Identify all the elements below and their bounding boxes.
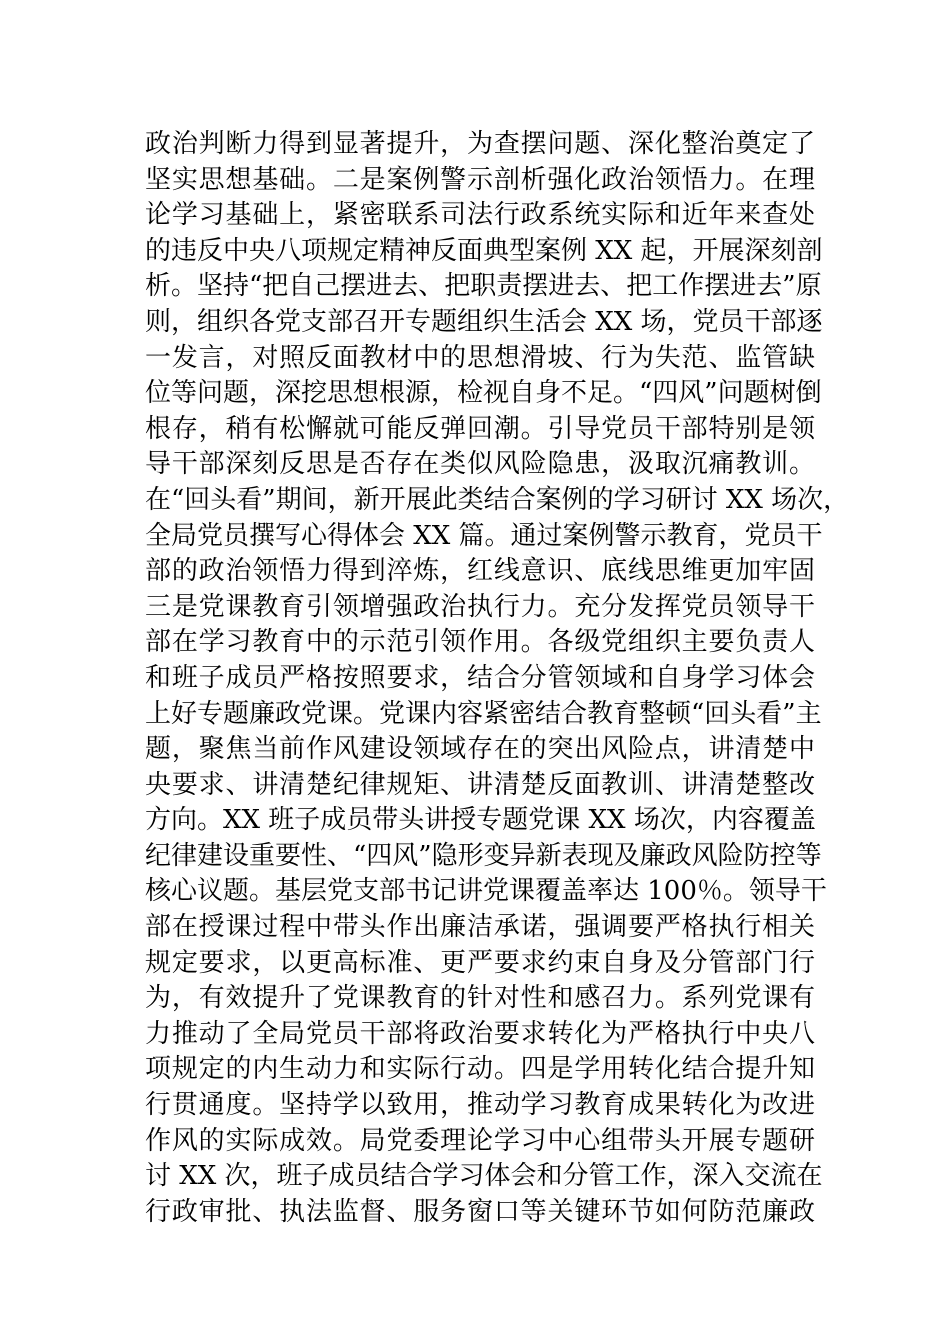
text-line: 方向。XX 班子成员带头讲授专题党课 XX 场次，内容覆盖: [145, 805, 816, 836]
text-line: 纪律建设重要性、“四风”隐形变异新表现及廉政风险防控等: [145, 840, 822, 871]
text-line: 的违反中央八项规定精神反面典型案例 XX 起，开展深刻剖: [145, 235, 823, 266]
text-line: 和班子成员严格按照要求，结合分管领域和自身学习体会: [145, 662, 815, 693]
text-line: 行政审批、执法监督、服务窗口等关键环节如何防范廉政: [145, 1196, 815, 1227]
text-line: 部的政治领悟力得到淬炼，红线意识、底线思维更加牢固: [145, 556, 815, 587]
text-line: 项规定的内生动力和实际行动。四是学用转化结合提升知: [145, 1054, 815, 1085]
text-line: 力推动了全局党员干部将政治要求转化为严格执行中央八: [145, 1018, 815, 1049]
text-line: 为，有效提升了党课教育的针对性和感召力。系列党课有: [145, 983, 815, 1014]
text-line: 位等问题，深挖思想根源，检视自身不足。“四风”问题树倒: [145, 378, 822, 409]
text-line: 作风的实际成效。局党委理论学习中心组带头开展专题研: [145, 1125, 815, 1156]
text-line: 则，组织各党支部召开专题组织生活会 XX 场，党员干部逐: [145, 306, 823, 337]
text-line: 题，聚焦当前作风建设领域存在的突出风险点，讲清楚中: [145, 734, 815, 765]
text-line: 析。坚持“把自己摆进去、把职责摆进去、把工作摆进去”原: [145, 271, 822, 302]
text-line: 部在授课过程中带头作出廉洁承诺，强调要严格执行相关: [145, 912, 815, 943]
text-line: 上好专题廉政党课。党课内容紧密结合教育整顿“回头看”主: [145, 698, 822, 729]
text-line: 政治判断力得到显著提升，为查摆问题、深化整治奠定了: [145, 129, 815, 159]
text-line: 行贯通度。坚持学以致用，推动学习教育成果转化为改进: [145, 1090, 815, 1121]
text-line: 讨 XX 次，班子成员结合学习体会和分管工作，深入交流在: [145, 1161, 823, 1192]
text-line: 根存，稍有松懈就可能反弹回潮。引导党员干部特别是领: [145, 413, 815, 444]
text-line: 规定要求，以更高标准、更严要求约束自身及分管部门行: [145, 947, 815, 978]
body-paragraph: [145, 127, 850, 1230]
text-line: 论学习基础上，紧密联系司法行政系统实际和近年来查处: [145, 200, 815, 231]
text-line: 央要求、讲清楚纪律规矩、讲清楚反面教训、讲清楚整改: [145, 769, 815, 800]
text-line: 坚实思想基础。二是案例警示剖析强化政治领悟力。在理: [145, 164, 815, 195]
text-line: 一发言，对照反面教材中的思想滑坡、行为失范、监管缺: [145, 342, 815, 373]
text-line: 导干部深刻反思是否存在类似风险隐患，汲取沉痛教训。: [145, 449, 815, 480]
text-line: 全局党员撰写心得体会 XX 篇。通过案例警示教育，党员干: [145, 520, 823, 551]
text-line: 在“回头看”期间，新开展此类结合案例的学习研讨 XX 场次，: [145, 484, 850, 515]
text-line: 核心议题。基层党支部书记讲党课覆盖率达 100％。领导干: [145, 876, 827, 907]
text-line: 部在学习教育中的示范引领作用。各级党组织主要负责人: [145, 627, 815, 658]
text-line: 三是党课教育引领增强政治执行力。充分发挥党员领导干: [145, 591, 815, 622]
